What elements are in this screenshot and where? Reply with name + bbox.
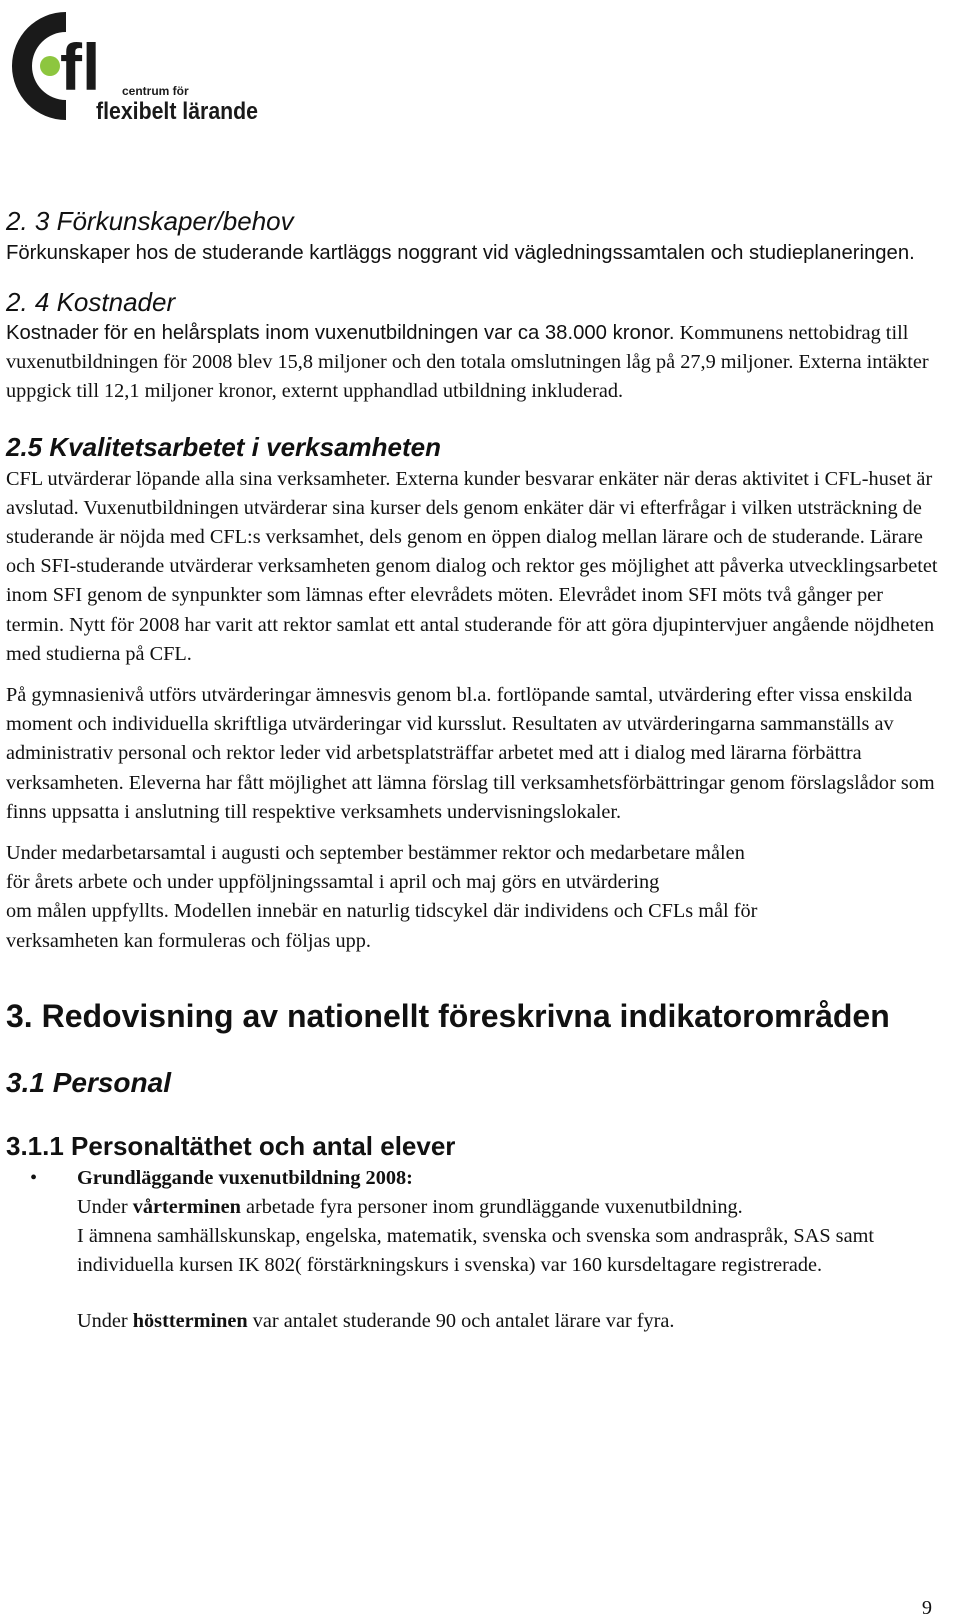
- bullet-title-text: Grundläggande vuxenutbildning 2008:: [77, 1166, 413, 1189]
- page-number: 9: [921, 1597, 932, 1619]
- paragraph-2-3: Förkunskaper hos de studerande kartläggs noggrant vid vägledningssamtalen och studieplaneringen.: [6, 242, 915, 264]
- bullet-line-1-bold: vårterminen: [132, 1196, 241, 1219]
- logo-line-2: flexibelt lärande: [96, 98, 258, 125]
- document-body: [6, 205, 941, 1336]
- paragraph-2-5-3-line-4: verksamheten kan formuleras och följas upp.: [6, 929, 371, 952]
- bullet-line-3-pre: Under: [77, 1309, 133, 1332]
- heading-2-5: 2.5 Kvalitetsarbetet i verksamheten: [6, 431, 441, 462]
- logo-mark-letters: fl: [60, 30, 101, 104]
- paragraph-2-4-serif-1: Kommunens nettobidrag till vuxenutbildningen för 2008 blev 15,8 miljoner och den totala omslutningen låg på 27,9 miljoner.: [6, 322, 909, 374]
- paragraph-2-5-3-line-3: om målen uppfyllts. Modellen innebär en naturlig tidscykel där individens och CFLs mål för: [6, 900, 758, 923]
- bullet-line-1: [77, 1193, 941, 1222]
- bullet-line-1-post: arbetade fyra personer inom grundläggande vuxenutbildning.: [240, 1196, 743, 1219]
- paragraph-2-5-1: CFL utvärderar löpande alla sina verksamheter. Externa kunder besvarar enkäter när deras aktivitet i CFL-huset är avslutad. Vuxenutbildningen utvärderar sina kurser dels genom enkäter där vi efterfrågar i vilken utsträckning de studerande är nöjda med CFL:s verksamhet, dels genom en öppen dialog mellan lärare och de studerande. Lärare och SFI-studerande utvärderar verksamheten genom dialog och rektor ges möjlighet att påverka utvecklingsarbetet inom SFI genom de synpunkter som lämnas efter elevrådets möten. Elevrådet inom SFI möts två gånger per termin. Nytt för 2008 har varit att rektor samlat ett antal studerande för att göra djupintervjuer angående nöjdheten med studierna på CFL.: [6, 467, 938, 665]
- paragraph-2-4-serif-2: Externa intäkter uppgick till 12,1 miljoner kronor, externt upphandlad utbildning inkluderad.: [6, 351, 929, 403]
- paragraph-2-4-sans: Kostnader för en helårsplats inom vuxenutbildningen var ca 38.000 kronor.: [6, 322, 675, 344]
- paragraph-2-5-3-line-2: för årets arbete och under uppföljningssamtal i april och maj görs en utvärdering: [6, 871, 660, 894]
- list-item: [6, 1164, 941, 1336]
- heading-3-1-1: 3.1.1 Personaltäthet och antal elever: [6, 1130, 456, 1161]
- cfl-logo: [4, 4, 264, 126]
- bullet-icon: •: [30, 1166, 38, 1189]
- heading-3: 3. Redovisning av nationellt föreskrivna indikatorområden: [6, 997, 890, 1034]
- bullet-line-3-bold: höstterminen: [132, 1309, 248, 1332]
- bullet-line-2: I ämnena samhällskunskap, engelska, matematik, svenska och svenska som andraspråk, SAS samt individuella kursen IK 802( förstärkningskurs i svenska) var 160 kursdeltagare registrerade.: [77, 1225, 874, 1277]
- logo-line-1: centrum för: [122, 84, 189, 98]
- bullet-line-1-pre: Under: [77, 1196, 133, 1219]
- heading-2-3: 2. 3 Förkunskaper/behov: [6, 206, 294, 236]
- bullet-title: [77, 1164, 941, 1193]
- bullet-line-3: [77, 1307, 941, 1336]
- paragraph-2-4: [6, 319, 941, 407]
- heading-2-4: 2. 4 Kostnader: [6, 287, 176, 317]
- logo-green-dot: [40, 56, 60, 76]
- paragraph-2-5-3: [6, 839, 941, 956]
- paragraph-2-5-3-line-1: Under medarbetarsamtal i augusti och september bestämmer rektor och medarbetare målen: [6, 842, 745, 865]
- bullet-line-3-post: var antalet studerande 90 och antalet lärare var fyra.: [247, 1309, 675, 1332]
- heading-3-1: 3.1 Personal: [6, 1066, 171, 1098]
- paragraph-2-5-2: På gymnasienivå utförs utvärderingar ämnesvis genom bl.a. fortlöpande samtal, utvärdering efter vissa enskilda moment och individuella skriftliga utvärderingar vid kursslut. Resultaten av utvärderingarna sammanställs av administrativ personal och rektor leder vid arbetsplatsträffar arbetet med att i dialog med lärarna förbättra verksamheten. Eleverna har fått möjlighet att lämna förslag till verksamhetsförbättringar genom förslagslådor som finns uppsatta i anslutning till respektive verksamhets undervisningslokaler.: [6, 684, 935, 823]
